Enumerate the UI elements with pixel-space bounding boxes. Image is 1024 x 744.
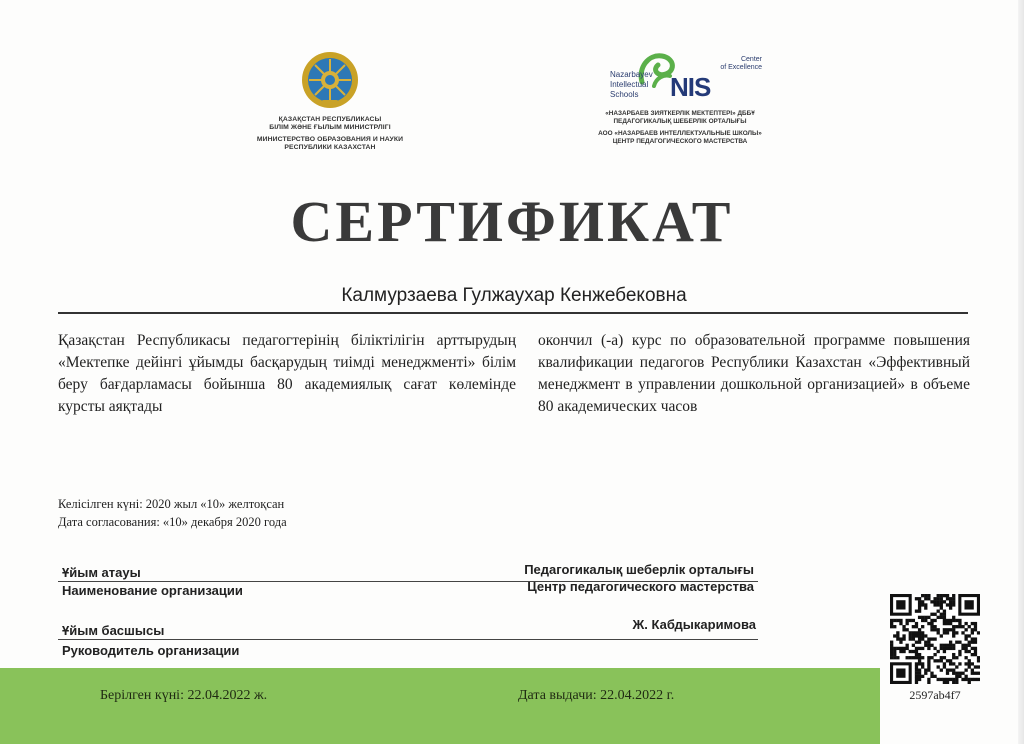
- head-label-ru: Руководитель организации: [62, 643, 240, 658]
- nis-line-4: ЦЕНТР ПЕДАГОГИЧЕСКОГО МАСТЕРСТВА: [612, 138, 748, 145]
- nis-name-line-1: Nazarbayev: [610, 70, 653, 79]
- nis-name-line-2: Intellectual: [610, 80, 649, 89]
- nis-line-3: АОО «НАЗАРБАЕВ ИНТЕЛЛЕКТУАЛЬНЫЕ ШКОЛЫ»: [598, 130, 762, 137]
- nis-logo: [590, 48, 770, 110]
- qr-code-label: 2597ab4f7: [909, 688, 961, 702]
- approval-date-ru: Дата согласования: «10» декабря 2020 года: [58, 515, 287, 529]
- qr-code-icon: [890, 594, 980, 684]
- kazakhstan-emblem-icon: [300, 50, 360, 110]
- ministry-line-2: БІЛІМ ЖӘНЕ ҒЫЛЫМ МИНИСТРЛІГІ: [269, 124, 391, 131]
- nis-line-1: «НАЗАРБАЕВ ЗИЯТКЕРЛІК МЕКТЕПТЕРІ» ДББҰ: [605, 110, 755, 117]
- org-label-ru: Наименование организации: [62, 583, 243, 598]
- recipient-underline: [58, 312, 968, 314]
- ministry-header: [240, 50, 420, 152]
- body-text-kz: Қазақстан Республикасы педагогтерінің біліктілігін арттырудың «Мектепке дейінгі ұйымды басқарудың тиімді менеджменті» білім беру бағдарламасы бойынша 80 академиялық сағат көлемінде курсты аяқтады: [58, 332, 516, 415]
- certificate-title: СЕРТИФИКАТ: [290, 189, 734, 254]
- org-value-ru: Центр педагогического мастерства: [527, 579, 754, 594]
- nis-lines: [590, 110, 770, 146]
- head-signature-name: Ж. Кабдыкаримова: [632, 617, 756, 632]
- nis-name: [610, 70, 670, 100]
- head-label-kz: Ұйым басшысы: [62, 623, 165, 638]
- ministry-line-4: РЕСПУБЛИКИ КАЗАХСТАН: [284, 144, 376, 151]
- ministry-line-3: МИНИСТЕРСТВО ОБРАЗОВАНИЯ И НАУКИ: [256, 136, 404, 143]
- nis-center-line-1: Center: [740, 56, 762, 63]
- nis-line-2: ПЕДАГОГИКАЛЫҚ ШЕБЕРЛІК ОРТАЛЫҒЫ: [613, 118, 747, 125]
- recipient-name: Калмурзаева Гулжаухар Кенжебековна: [341, 285, 687, 306]
- nis-center: [712, 56, 762, 72]
- footer-band: [0, 668, 880, 744]
- approval-date-kz: Келісілген күні: 2020 жыл «10» желтоқсан: [58, 497, 285, 511]
- org-value-kz: Педагогикалық шеберлік орталығы: [524, 562, 754, 577]
- nis-name-line-3: Schools: [610, 90, 639, 99]
- issue-date-ru: Дата выдачи: 22.04.2022 г.: [518, 688, 675, 703]
- org-label-kz: Ұйым атауы: [62, 565, 141, 580]
- body-text-ru: окончил (-а) курс по образовательной программе повышения квалификации педагогов Республики Казахстан «Эффективный менеджмент в управлении дошкольной организацией» в объеме 80 академических часов: [538, 332, 970, 415]
- nis-header: [590, 48, 770, 146]
- ministry-line-1: ҚАЗАҚСТАН РЕСПУБЛИКАСЫ: [278, 116, 382, 123]
- scan-edge: [1018, 0, 1024, 744]
- approval-dates: [58, 495, 287, 531]
- nis-abbr: NIS: [670, 72, 711, 102]
- head-rule: [58, 639, 758, 640]
- nis-center-line-2: of Excellence: [720, 64, 762, 71]
- issue-date-kz: Берілген күні: 22.04.2022 ж.: [100, 688, 268, 703]
